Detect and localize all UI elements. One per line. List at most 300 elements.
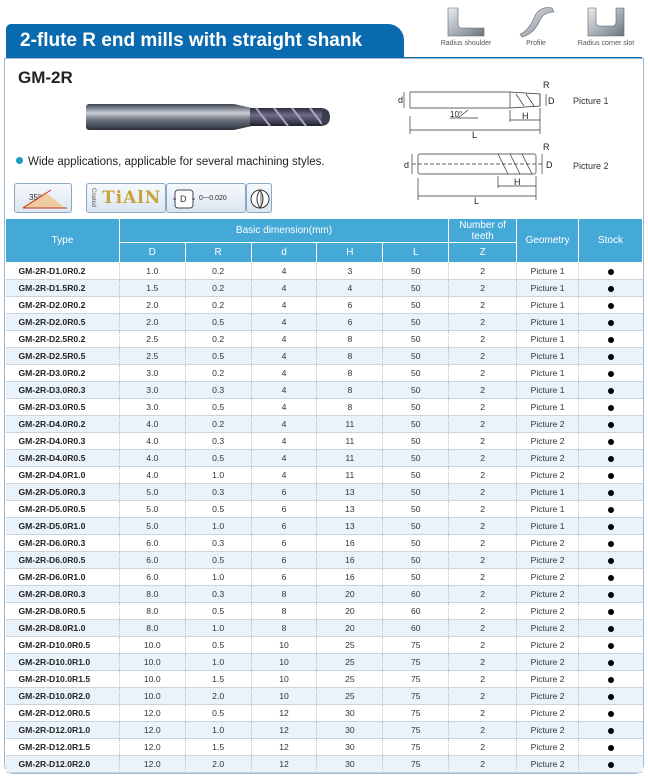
in-stock-icon xyxy=(608,337,614,343)
cell-type: GM-2R-D6.0R1.0 xyxy=(6,569,120,586)
cell-d: 1.0 xyxy=(119,263,185,280)
cell-geometry: Picture 1 xyxy=(517,399,579,416)
cell-h: 3 xyxy=(317,263,383,280)
cell-r: 0.5 xyxy=(185,603,251,620)
bullet-icon xyxy=(16,157,23,164)
cell-l: 75 xyxy=(383,722,449,739)
cell-z: 2 xyxy=(449,654,517,671)
cell-h: 6 xyxy=(317,297,383,314)
cell-d: 4 xyxy=(251,280,317,297)
cell-d: 10 xyxy=(251,688,317,705)
in-stock-icon xyxy=(608,507,614,513)
cell-d: 6.0 xyxy=(119,552,185,569)
spec-table-body xyxy=(6,263,643,773)
cell-z: 2 xyxy=(449,399,517,416)
cell-l: 50 xyxy=(383,263,449,280)
cell-d: 10 xyxy=(251,637,317,654)
cell-type: GM-2R-D12.0R0.5 xyxy=(6,705,120,722)
cell-z: 2 xyxy=(449,280,517,297)
cell-z: 2 xyxy=(449,569,517,586)
cell-geometry: Picture 2 xyxy=(517,552,579,569)
helix-angle-icon xyxy=(15,184,73,214)
cell-r: 0.3 xyxy=(185,586,251,603)
cell-d: 4 xyxy=(251,314,317,331)
picture-2-drawing xyxy=(398,140,558,206)
cell-d: 10.0 xyxy=(119,688,185,705)
table-row xyxy=(6,654,643,671)
in-stock-icon xyxy=(608,405,614,411)
cell-stock xyxy=(579,365,643,382)
cell-h: 4 xyxy=(317,280,383,297)
cell-d: 8 xyxy=(251,603,317,620)
in-stock-icon xyxy=(608,541,614,547)
pic1-D-label: D xyxy=(548,96,555,106)
cell-geometry: Picture 1 xyxy=(517,382,579,399)
cell-z: 2 xyxy=(449,688,517,705)
header-stock: Stock xyxy=(579,219,643,263)
pic2-d-label: d xyxy=(404,160,410,170)
cell-l: 75 xyxy=(383,688,449,705)
cell-geometry: Picture 2 xyxy=(517,671,579,688)
cell-h: 8 xyxy=(317,331,383,348)
table-row xyxy=(6,739,643,756)
in-stock-icon xyxy=(608,354,614,360)
profile-icon xyxy=(514,4,558,38)
cell-type: GM-2R-D6.0R0.3 xyxy=(6,535,120,552)
cell-l: 50 xyxy=(383,501,449,518)
two-flute-icon xyxy=(247,184,273,214)
cell-geometry: Picture 1 xyxy=(517,518,579,535)
cell-l: 75 xyxy=(383,756,449,773)
cell-stock xyxy=(579,552,643,569)
radius-corner-slot-item: Radius corner slot xyxy=(576,4,636,47)
cell-h: 20 xyxy=(317,586,383,603)
table-row xyxy=(6,756,643,773)
cell-z: 2 xyxy=(449,637,517,654)
cell-h: 30 xyxy=(317,756,383,773)
cell-type: GM-2R-D2.0R0.2 xyxy=(6,297,120,314)
in-stock-icon xyxy=(608,558,614,564)
cell-geometry: Picture 2 xyxy=(517,450,579,467)
cell-l: 50 xyxy=(383,314,449,331)
cell-h: 20 xyxy=(317,603,383,620)
cell-geometry: Picture 2 xyxy=(517,416,579,433)
cell-r: 1.0 xyxy=(185,722,251,739)
cell-type: GM-2R-D1.0R0.2 xyxy=(6,263,120,280)
in-stock-icon xyxy=(608,660,614,666)
cell-geometry: Picture 2 xyxy=(517,654,579,671)
cell-type: GM-2R-D3.0R0.3 xyxy=(6,382,120,399)
cell-z: 2 xyxy=(449,722,517,739)
in-stock-icon xyxy=(608,269,614,275)
feature-text: Wide applications, applicable for several machining styles. xyxy=(16,156,325,168)
radius-shoulder-icon xyxy=(444,4,488,38)
cell-d: 4 xyxy=(251,348,317,365)
cell-d: 2.5 xyxy=(119,348,185,365)
cell-d: 3.0 xyxy=(119,382,185,399)
cell-l: 50 xyxy=(383,569,449,586)
cell-type: GM-2R-D10.0R1.5 xyxy=(6,671,120,688)
cell-d: 6 xyxy=(251,569,317,586)
cell-r: 0.5 xyxy=(185,450,251,467)
cell-d: 12 xyxy=(251,705,317,722)
cell-stock xyxy=(579,739,643,756)
cell-d: 1.5 xyxy=(119,280,185,297)
model-name: GM-2R xyxy=(18,68,73,87)
cell-d: 8.0 xyxy=(119,603,185,620)
cell-r: 1.5 xyxy=(185,671,251,688)
in-stock-icon xyxy=(608,303,614,309)
cell-d: 3.0 xyxy=(119,399,185,416)
cell-l: 75 xyxy=(383,705,449,722)
cell-r: 0.2 xyxy=(185,263,251,280)
pic1-r-label: R xyxy=(543,80,550,90)
header-geometry: Geometry xyxy=(517,219,579,263)
cell-l: 50 xyxy=(383,348,449,365)
cell-d: 4.0 xyxy=(119,416,185,433)
cell-l: 75 xyxy=(383,637,449,654)
cell-stock xyxy=(579,297,643,314)
cell-geometry: Picture 2 xyxy=(517,637,579,654)
pic1-H-label: H xyxy=(522,111,529,121)
in-stock-icon xyxy=(608,677,614,683)
cell-d: 12 xyxy=(251,722,317,739)
cell-z: 2 xyxy=(449,501,517,518)
table-row xyxy=(6,314,643,331)
cell-d: 4.0 xyxy=(119,467,185,484)
cell-r: 0.5 xyxy=(185,399,251,416)
cell-z: 2 xyxy=(449,586,517,603)
cell-d: 4 xyxy=(251,297,317,314)
table-row xyxy=(6,620,643,637)
pic1-d-label: d xyxy=(398,95,404,105)
cell-l: 50 xyxy=(383,297,449,314)
table-row xyxy=(6,484,643,501)
in-stock-icon xyxy=(608,626,614,632)
table-row xyxy=(6,467,643,484)
table-row xyxy=(6,535,643,552)
cell-z: 2 xyxy=(449,739,517,756)
cell-type: GM-2R-D4.0R0.3 xyxy=(6,433,120,450)
cell-r: 0.5 xyxy=(185,552,251,569)
cell-z: 2 xyxy=(449,620,517,637)
cell-h: 30 xyxy=(317,705,383,722)
header-d: d xyxy=(251,243,317,263)
cell-r: 0.2 xyxy=(185,331,251,348)
cell-stock xyxy=(579,382,643,399)
cell-stock xyxy=(579,314,643,331)
cell-r: 0.2 xyxy=(185,280,251,297)
cell-stock xyxy=(579,535,643,552)
cell-d: 6 xyxy=(251,535,317,552)
profile-item: Profile xyxy=(506,4,566,47)
cell-type: GM-2R-D4.0R1.0 xyxy=(6,467,120,484)
cell-type: GM-2R-D8.0R1.0 xyxy=(6,620,120,637)
pic1-L-label: L xyxy=(472,130,478,140)
in-stock-icon xyxy=(608,745,614,751)
cell-d: 2.5 xyxy=(119,331,185,348)
cell-h: 13 xyxy=(317,484,383,501)
cell-stock xyxy=(579,671,643,688)
cell-d: 6 xyxy=(251,501,317,518)
cell-l: 50 xyxy=(383,484,449,501)
table-row xyxy=(6,365,643,382)
cell-l: 50 xyxy=(383,280,449,297)
in-stock-icon xyxy=(608,456,614,462)
tolerance-badge: D 0~-0.020 xyxy=(166,183,246,213)
cell-geometry: Picture 1 xyxy=(517,501,579,518)
cell-h: 30 xyxy=(317,739,383,756)
cell-d: 10 xyxy=(251,654,317,671)
cell-r: 0.5 xyxy=(185,637,251,654)
cell-h: 11 xyxy=(317,450,383,467)
cell-stock xyxy=(579,722,643,739)
picture-1-label: Picture 1 xyxy=(573,96,609,106)
cell-r: 1.0 xyxy=(185,467,251,484)
cell-d: 4 xyxy=(251,467,317,484)
cell-type: GM-2R-D2.5R0.2 xyxy=(6,331,120,348)
in-stock-icon xyxy=(608,728,614,734)
cell-l: 50 xyxy=(383,416,449,433)
in-stock-icon xyxy=(608,439,614,445)
cell-d: 5.0 xyxy=(119,518,185,535)
cell-geometry: Picture 2 xyxy=(517,569,579,586)
cell-r: 0.2 xyxy=(185,365,251,382)
table-row xyxy=(6,552,643,569)
cell-h: 16 xyxy=(317,552,383,569)
cell-d: 12.0 xyxy=(119,722,185,739)
cell-d: 10.0 xyxy=(119,671,185,688)
cell-stock xyxy=(579,688,643,705)
cell-geometry: Picture 2 xyxy=(517,603,579,620)
cell-d: 4 xyxy=(251,450,317,467)
in-stock-icon xyxy=(608,609,614,615)
header-H: H xyxy=(317,243,383,263)
geometry-icons xyxy=(436,4,644,54)
cell-geometry: Picture 2 xyxy=(517,705,579,722)
cell-d: 8.0 xyxy=(119,620,185,637)
table-row xyxy=(6,569,643,586)
cell-h: 8 xyxy=(317,365,383,382)
cell-d: 2.0 xyxy=(119,297,185,314)
cell-type: GM-2R-D5.0R0.5 xyxy=(6,501,120,518)
cell-d: 12 xyxy=(251,756,317,773)
cell-d: 8 xyxy=(251,620,317,637)
cell-d: 6 xyxy=(251,518,317,535)
cell-stock xyxy=(579,484,643,501)
cell-l: 60 xyxy=(383,586,449,603)
cell-z: 2 xyxy=(449,433,517,450)
cell-stock xyxy=(579,756,643,773)
cell-d: 6.0 xyxy=(119,535,185,552)
cell-h: 8 xyxy=(317,348,383,365)
cell-h: 11 xyxy=(317,433,383,450)
cell-l: 75 xyxy=(383,739,449,756)
table-row xyxy=(6,297,643,314)
in-stock-icon xyxy=(608,711,614,717)
cell-stock xyxy=(579,705,643,722)
cell-d: 6.0 xyxy=(119,569,185,586)
cell-stock xyxy=(579,399,643,416)
cell-h: 13 xyxy=(317,518,383,535)
cell-geometry: Picture 1 xyxy=(517,280,579,297)
cell-geometry: Picture 1 xyxy=(517,365,579,382)
cell-l: 50 xyxy=(383,399,449,416)
cell-type: GM-2R-D5.0R0.3 xyxy=(6,484,120,501)
cell-geometry: Picture 1 xyxy=(517,263,579,280)
cell-l: 50 xyxy=(383,450,449,467)
cell-d: 12.0 xyxy=(119,756,185,773)
cell-d: 4 xyxy=(251,416,317,433)
cell-r: 0.3 xyxy=(185,382,251,399)
cell-stock xyxy=(579,569,643,586)
table-row xyxy=(6,501,643,518)
table-row xyxy=(6,416,643,433)
cell-type: GM-2R-D10.0R1.0 xyxy=(6,654,120,671)
cell-z: 2 xyxy=(449,450,517,467)
table-row xyxy=(6,671,643,688)
cell-d: 8 xyxy=(251,586,317,603)
cell-stock xyxy=(579,620,643,637)
cell-h: 6 xyxy=(317,314,383,331)
cell-geometry: Picture 2 xyxy=(517,620,579,637)
cell-l: 50 xyxy=(383,552,449,569)
cell-type: GM-2R-D4.0R0.5 xyxy=(6,450,120,467)
cell-stock xyxy=(579,331,643,348)
cell-z: 2 xyxy=(449,518,517,535)
cell-stock xyxy=(579,637,643,654)
in-stock-icon xyxy=(608,524,614,530)
spec-table xyxy=(5,218,643,773)
header-type: Type xyxy=(6,219,120,263)
cell-z: 2 xyxy=(449,416,517,433)
cell-d: 3.0 xyxy=(119,365,185,382)
cell-stock xyxy=(579,654,643,671)
cell-r: 0.2 xyxy=(185,416,251,433)
pic2-L-label: L xyxy=(474,196,480,206)
cell-type: GM-2R-D6.0R0.5 xyxy=(6,552,120,569)
cell-l: 50 xyxy=(383,518,449,535)
cell-l: 50 xyxy=(383,467,449,484)
table-row xyxy=(6,399,643,416)
cell-type: GM-2R-D5.0R1.0 xyxy=(6,518,120,535)
cell-z: 2 xyxy=(449,535,517,552)
cell-d: 4 xyxy=(251,365,317,382)
cell-stock xyxy=(579,263,643,280)
cell-h: 8 xyxy=(317,382,383,399)
cell-h: 25 xyxy=(317,688,383,705)
cell-d: 4 xyxy=(251,382,317,399)
cell-h: 25 xyxy=(317,654,383,671)
cell-geometry: Picture 2 xyxy=(517,722,579,739)
end-mill-image xyxy=(84,100,344,134)
cell-d: 12.0 xyxy=(119,705,185,722)
cell-geometry: Picture 1 xyxy=(517,331,579,348)
cell-z: 2 xyxy=(449,756,517,773)
cell-type: GM-2R-D10.0R2.0 xyxy=(6,688,120,705)
cell-z: 2 xyxy=(449,348,517,365)
radius-shoulder-item: Radius shoulder xyxy=(436,4,496,47)
cell-geometry: Picture 1 xyxy=(517,484,579,501)
cell-r: 0.3 xyxy=(185,535,251,552)
cell-z: 2 xyxy=(449,331,517,348)
cell-d: 4 xyxy=(251,263,317,280)
cell-h: 30 xyxy=(317,722,383,739)
pic1-angle-label: 10° xyxy=(450,110,463,119)
table-row xyxy=(6,450,643,467)
cell-d: 12.0 xyxy=(119,739,185,756)
cell-d: 10 xyxy=(251,671,317,688)
in-stock-icon xyxy=(608,592,614,598)
cell-geometry: Picture 2 xyxy=(517,467,579,484)
cell-type: GM-2R-D2.5R0.5 xyxy=(6,348,120,365)
in-stock-icon xyxy=(608,643,614,649)
cell-stock xyxy=(579,280,643,297)
cell-r: 1.0 xyxy=(185,569,251,586)
pic2-r-label: R xyxy=(543,142,550,152)
cell-geometry: Picture 2 xyxy=(517,756,579,773)
cell-l: 50 xyxy=(383,535,449,552)
header-L: L xyxy=(383,243,449,263)
cell-h: 25 xyxy=(317,671,383,688)
cell-l: 50 xyxy=(383,382,449,399)
cell-r: 1.0 xyxy=(185,620,251,637)
pic2-D-label: D xyxy=(546,160,553,170)
cell-h: 20 xyxy=(317,620,383,637)
cell-type: GM-2R-D8.0R0.3 xyxy=(6,586,120,603)
cell-r: 0.3 xyxy=(185,484,251,501)
cell-d: 4.0 xyxy=(119,433,185,450)
cell-l: 50 xyxy=(383,365,449,382)
table-row xyxy=(6,518,643,535)
table-row xyxy=(6,382,643,399)
in-stock-icon xyxy=(608,422,614,428)
flute-count-badge xyxy=(246,183,272,213)
cell-r: 2.0 xyxy=(185,688,251,705)
table-row xyxy=(6,280,643,297)
cell-h: 11 xyxy=(317,416,383,433)
cell-stock xyxy=(579,586,643,603)
cell-z: 2 xyxy=(449,297,517,314)
table-row xyxy=(6,603,643,620)
cell-d: 8.0 xyxy=(119,586,185,603)
cell-d: 5.0 xyxy=(119,501,185,518)
cell-type: GM-2R-D10.0R0.5 xyxy=(6,637,120,654)
table-row xyxy=(6,688,643,705)
cell-d: 4 xyxy=(251,433,317,450)
cell-r: 1.5 xyxy=(185,739,251,756)
cell-geometry: Picture 2 xyxy=(517,739,579,756)
cell-d: 12 xyxy=(251,739,317,756)
cell-z: 2 xyxy=(449,382,517,399)
cell-z: 2 xyxy=(449,552,517,569)
cell-h: 13 xyxy=(317,501,383,518)
table-row xyxy=(6,331,643,348)
cell-r: 2.0 xyxy=(185,756,251,773)
cell-d: 6 xyxy=(251,484,317,501)
cell-h: 16 xyxy=(317,569,383,586)
cell-geometry: Picture 1 xyxy=(517,314,579,331)
cell-d: 5.0 xyxy=(119,484,185,501)
in-stock-icon xyxy=(608,320,614,326)
cell-type: GM-2R-D12.0R1.0 xyxy=(6,722,120,739)
table-row xyxy=(6,433,643,450)
cell-d: 10.0 xyxy=(119,654,185,671)
cell-d: 4.0 xyxy=(119,450,185,467)
table-row xyxy=(6,705,643,722)
cell-z: 2 xyxy=(449,263,517,280)
cell-z: 2 xyxy=(449,603,517,620)
